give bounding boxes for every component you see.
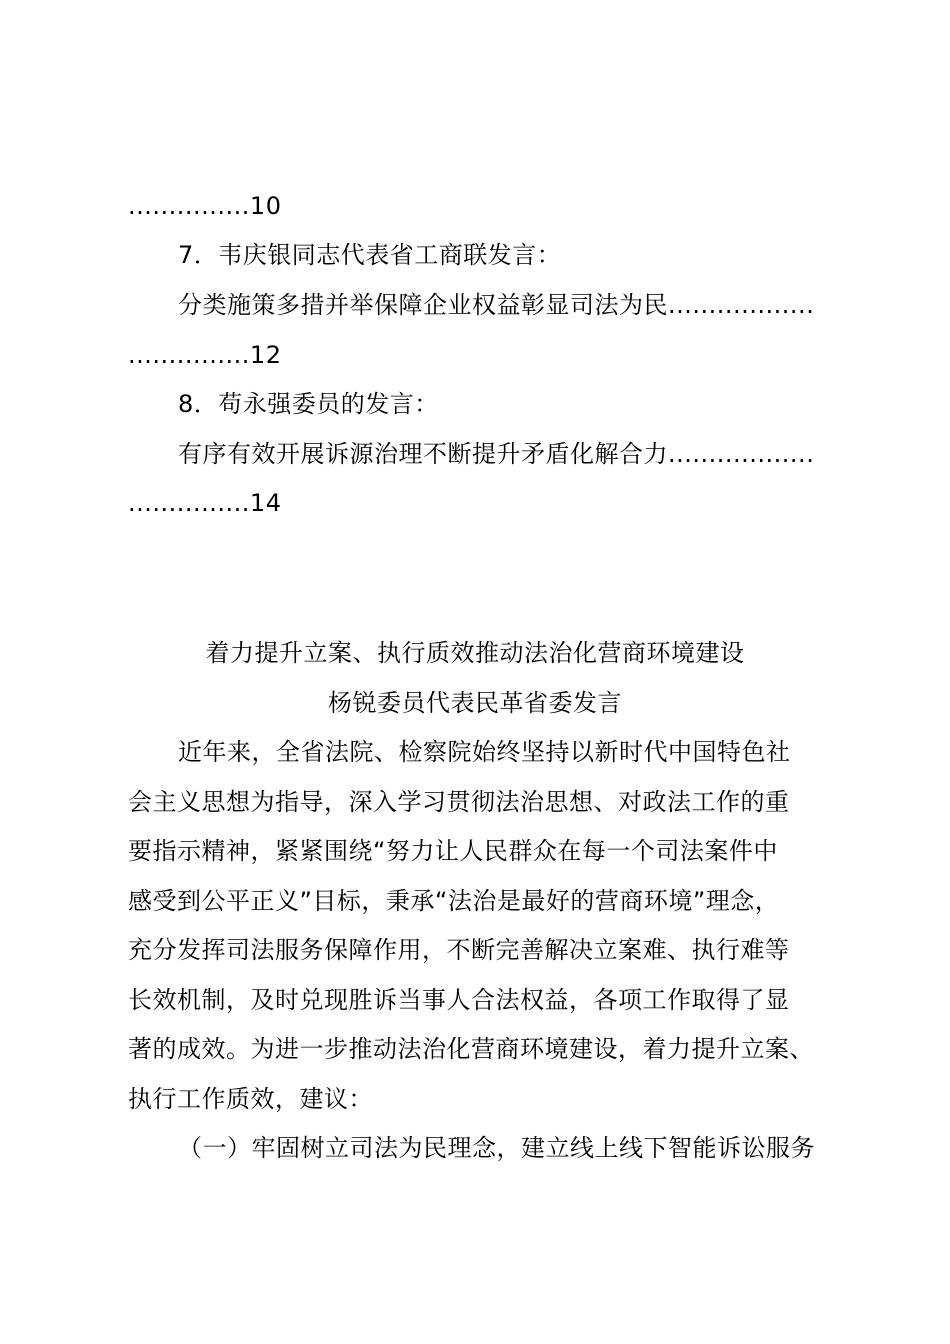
toc-item-7-title: 7．韦庆银同志代表省工商联发言： [178,241,562,269]
paragraph-line: 长效机制，及时兑现胜诉当事人合法权益，各项工作取得了显 [128,986,790,1014]
paragraph-line: 充分发挥司法服务保障作用，不断完善解决立案难、执行难等 [128,936,790,964]
section-1-heading: （一）牢固树立司法为民理念，建立线上线下智能诉讼服务 [178,1134,815,1162]
toc-page-number-14: ...............14 [128,489,282,517]
paragraph-line: 要指示精神，紧紧围绕“努力让人民群众在每一个司法案件中 [128,837,778,865]
article-title: 着力提升立案、执行质效推动法治化营商环境建设 [205,639,745,667]
article-subtitle: 杨锐委员代表民革省委发言 [328,689,622,717]
toc-item-7-subtitle: 分类施策多措并举保障企业权益彰显司法为民.................. [178,291,815,319]
toc-item-8-title: 8．苟永强委员的发言： [178,390,439,418]
toc-page-number-12: ...............12 [128,341,282,369]
paragraph-line: 会主义思想为指导，深入学习贯彻法治思想、对政法工作的重 [128,788,790,816]
paragraph-line: 感受到公平正义”目标，秉承“法治是最好的营商环境”理念， [128,887,780,915]
toc-page-number-10: ...............10 [128,192,282,220]
toc-item-8-subtitle: 有序有效开展诉源治理不断提升矛盾化解合力.................. [178,440,815,468]
paragraph-line: 执行工作质效，建议： [128,1085,373,1113]
paragraph-line: 著的成效。为进一步推动法治化营商环境建设，着力提升立案、 [128,1035,814,1063]
paragraph-line: 近年来，全省法院、检察院始终坚持以新时代中国特色社 [178,738,791,766]
